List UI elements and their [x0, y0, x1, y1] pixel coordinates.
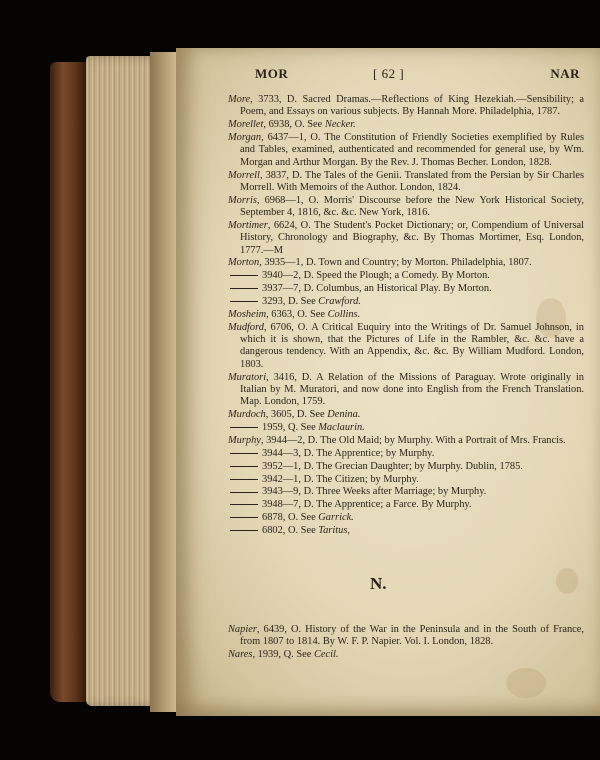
running-head-left: MOR: [255, 66, 289, 81]
catalog-entry: [228, 649, 584, 661]
catalog-entry: [228, 435, 584, 447]
ditto-dash: [230, 517, 258, 518]
ditto-dash: [230, 288, 258, 289]
entry-author: Mosheim: [228, 308, 267, 320]
catalog-entry: [228, 270, 584, 282]
ditto-dash: [230, 427, 258, 428]
entry-cross-reference: Cecil.: [313, 649, 339, 661]
page-number: [ 62 ]: [373, 66, 405, 81]
paper-stain: [556, 568, 578, 594]
entry-author: Muratori: [228, 371, 267, 383]
entry-cross-reference: Taritus,: [318, 525, 350, 537]
catalog-entry: [228, 220, 584, 257]
entry-cross-reference: Necker.: [324, 119, 356, 131]
entry-author: Morgan: [228, 132, 262, 144]
entry-author: Morris: [228, 194, 257, 206]
entry-text: , 6363, O. See: [266, 308, 328, 320]
entry-author: Murdoch: [228, 409, 266, 421]
catalog-entry: [228, 486, 584, 498]
catalog-entry: [228, 372, 584, 409]
catalog-entry: [228, 624, 584, 649]
ditto-dash: [230, 275, 258, 276]
entry-cross-reference: Denina.: [327, 409, 361, 421]
entry-author: Nares: [228, 649, 253, 661]
catalog-entry: [228, 461, 584, 473]
entry-text: 3293, D. See: [262, 296, 319, 308]
entry-author: Morrell: [228, 169, 260, 181]
entry-text: , 3733, D. Sacred Dramas.—Reflections of King Hezekiah.—Sensibility; a Poem, and Essays on various subjects. By Hannah More. Philadelphia, 1787.: [240, 94, 584, 118]
ditto-dash: [230, 504, 258, 505]
entry-text: 3944—3, D. The Apprentice; by Murphy.: [262, 447, 435, 459]
entry-author: Napier: [228, 624, 257, 635]
entry-text: 3948—7, D. The Apprentice; a Farce. By Murphy.: [262, 499, 472, 511]
entry-author: Mudford: [228, 321, 264, 333]
entry-author: Morellet: [228, 119, 264, 131]
entry-text: , 6624, O. The Student's Pocket Dictionary; or, Compendium of Universal History, Chronology and Biography, &c. By Thomas Mortimer, Esq. London, 1777.—M: [240, 219, 584, 256]
catalog-entry: [228, 257, 584, 269]
ditto-dash: [230, 301, 258, 302]
ditto-dash: [230, 453, 258, 454]
catalog-entry: [228, 448, 584, 460]
catalog-entry: [228, 499, 584, 511]
catalog-entry: [228, 512, 584, 524]
entry-author: Murphy: [228, 434, 261, 446]
catalog-entry: [228, 94, 584, 119]
paper-stain: [506, 668, 546, 698]
catalog-entry: [228, 296, 584, 308]
entry-text: , 3416, D. A Relation of the Missions of Paraguay. Wrote originally in Italian by M. Muratori, and now done into English from the French Translation. Map. London, 1759.: [240, 371, 584, 408]
catalog-entry: [228, 119, 584, 131]
entry-text: , 3944—2, D. The Old Maid; by Murphy. With a Portrait of Mrs. Francis.: [260, 434, 566, 446]
entry-text: 6802, O. See: [262, 525, 319, 537]
catalog-entry: [228, 195, 584, 220]
entry-text: , 6968—1, O. Morris' Discourse before the New York Historical Society, September 4, 1816, &c. &c. New York, 1816.: [240, 194, 584, 219]
catalog-entry: [228, 525, 584, 537]
catalog-entries-m: [228, 94, 584, 538]
entry-text: 6878, O. See: [262, 512, 319, 524]
entry-text: , 1939, Q. See: [252, 649, 314, 661]
catalog-entry: [228, 132, 584, 169]
entry-cross-reference: Collins.: [327, 308, 361, 320]
running-head: [255, 66, 580, 86]
entry-cross-reference: Garrick.: [318, 512, 354, 524]
catalog-entry: [228, 422, 584, 434]
entry-author: Morton: [228, 257, 260, 269]
entry-text: , 3935—1, D. Town and Country; by Morton. Philadelphia, 1807.: [259, 257, 532, 269]
entry-text: , 6439, O. History of the War in the Peninsula and in the South of France, from 1807 to 1814. By W. F. P. Napier. Vol. I. London, 1828.: [240, 624, 584, 648]
entry-author: More: [228, 94, 251, 105]
ditto-dash: [230, 492, 258, 493]
entry-text: 3952—1, D. The Grecian Daughter; by Murphy. Dublin, 1785.: [262, 460, 523, 472]
entry-text: 3943—9, D. Three Weeks after Marriage; by Murphy.: [262, 486, 487, 498]
entry-text: , 6706, O. A Critical Euquiry into the Writings of Dr. Samuel Johnson, in which it is shown, that the Pictures of Life in the Rambler, &c. &c. have a dangerous tendency. With an Appendix, &c. &c. By William Mudford. London, 1803.: [240, 321, 584, 370]
entry-cross-reference: Maclaurin.: [318, 422, 365, 434]
entry-text: , 3605, D. See: [265, 409, 328, 421]
entry-text: 3937—7, D. Columbus, an Historical Play. By Morton.: [262, 283, 492, 295]
catalog-entry: [228, 322, 584, 371]
section-heading: N.: [370, 574, 387, 593]
ditto-dash: [230, 479, 258, 480]
entry-text: , 6938, O. See: [263, 119, 325, 131]
catalog-entries-n: [228, 624, 584, 662]
entry-text: 1959, Q. See: [262, 422, 319, 434]
catalog-entry: [228, 170, 584, 195]
running-head-right: NAR: [550, 66, 580, 81]
catalog-entry: [228, 474, 584, 486]
catalog-entry: [228, 309, 584, 321]
book-binding: [50, 62, 88, 702]
entry-author: Mortimer: [228, 219, 268, 231]
ditto-dash: [230, 530, 258, 531]
ditto-dash: [230, 466, 258, 467]
entry-text: 3942—1, D. The Citizen; by Murphy.: [262, 473, 419, 485]
entry-text: , 6437—1, O. The Constitution of Friendly Societies exemplified by Rules and Tables, examined, authenticated and recommended for general use, by Wm. Morgan and Arthur Morgan. By the Rev. J. Thomas Becher. London, 1828.: [240, 132, 584, 168]
entry-text: 3940—2, D. Speed the Plough; a Comedy. By Morton.: [262, 270, 490, 282]
catalog-entry: [228, 409, 584, 421]
entry-cross-reference: Crawford.: [318, 296, 361, 308]
entry-text: , 3837, D. The Tales of the Genii. Translated from the Persian by Sir Charles Morrell. With Memoirs of the Author. London, 1824.: [240, 169, 584, 193]
catalog-entry: [228, 283, 584, 295]
